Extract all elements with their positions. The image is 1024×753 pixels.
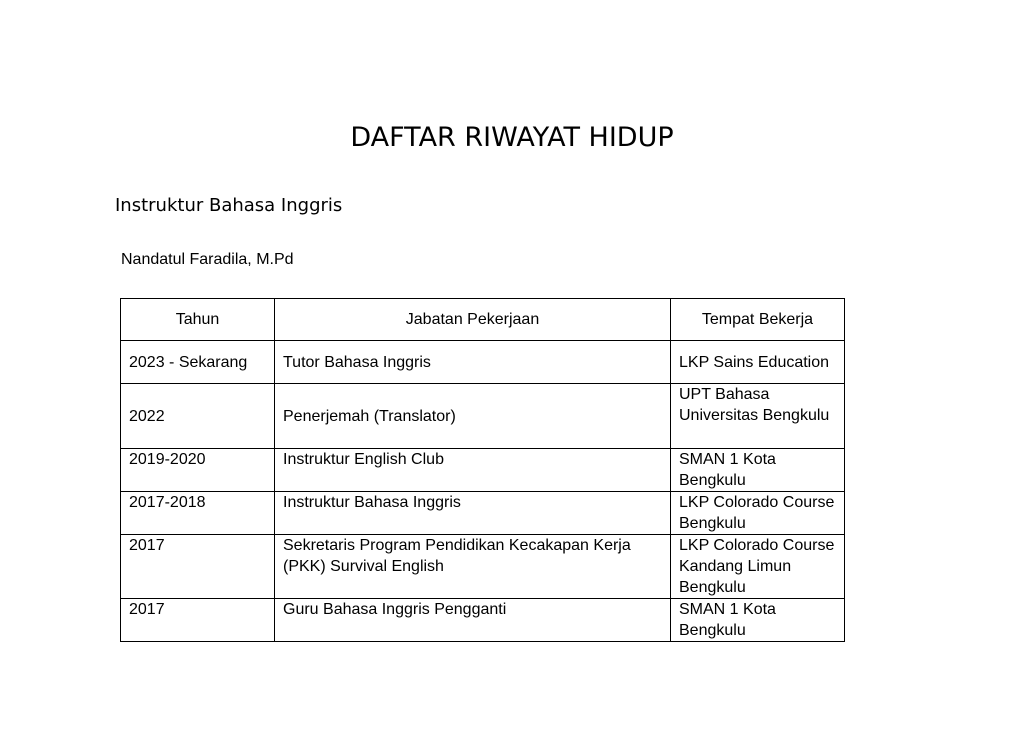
- table-row: [121, 535, 845, 599]
- work-history-table: [120, 298, 845, 642]
- table-row: [121, 492, 845, 535]
- cell-place: SMAN 1 Kota Bengkulu: [671, 449, 845, 492]
- cell-year: 2017-2018: [121, 492, 275, 535]
- table-header-row: [121, 299, 845, 341]
- cell-place: LKP Colorado Course Kandang Limun Bengkulu: [671, 535, 845, 599]
- cell-position: Instruktur Bahasa Inggris: [275, 492, 671, 535]
- table-row: [121, 384, 845, 449]
- cell-position: Instruktur English Club: [275, 449, 671, 492]
- header-place: Tempat Bekerja: [671, 299, 845, 341]
- cell-position: Sekretaris Program Pendidikan Kecakapan Kerja (PKK) Survival English: [275, 535, 671, 599]
- cell-year: 2023 - Sekarang: [121, 341, 275, 384]
- table-row: [121, 341, 845, 384]
- cell-year: 2019-2020: [121, 449, 275, 492]
- cell-place: LKP Colorado Course Bengkulu: [671, 492, 845, 535]
- cell-year: 2022: [121, 384, 275, 449]
- cell-position: Penerjemah (Translator): [275, 384, 671, 449]
- cell-place: LKP Sains Education: [671, 341, 845, 384]
- cell-place: SMAN 1 Kota Bengkulu: [671, 599, 845, 642]
- table-row: [121, 449, 845, 492]
- person-name: Nandatul Faradila, M.Pd: [121, 251, 294, 268]
- header-year: Tahun: [121, 299, 275, 341]
- cell-year: 2017: [121, 599, 275, 642]
- document-subtitle: Instruktur Bahasa Inggris: [115, 195, 343, 216]
- cell-year: 2017: [121, 535, 275, 599]
- cell-place: UPT Bahasa Universitas Bengkulu: [671, 384, 845, 449]
- cell-position: Tutor Bahasa Inggris: [275, 341, 671, 384]
- table-row: [121, 599, 845, 642]
- document-title: DAFTAR RIWAYAT HIDUP: [350, 122, 674, 153]
- cell-position: Guru Bahasa Inggris Pengganti: [275, 599, 671, 642]
- header-position: Jabatan Pekerjaan: [275, 299, 671, 341]
